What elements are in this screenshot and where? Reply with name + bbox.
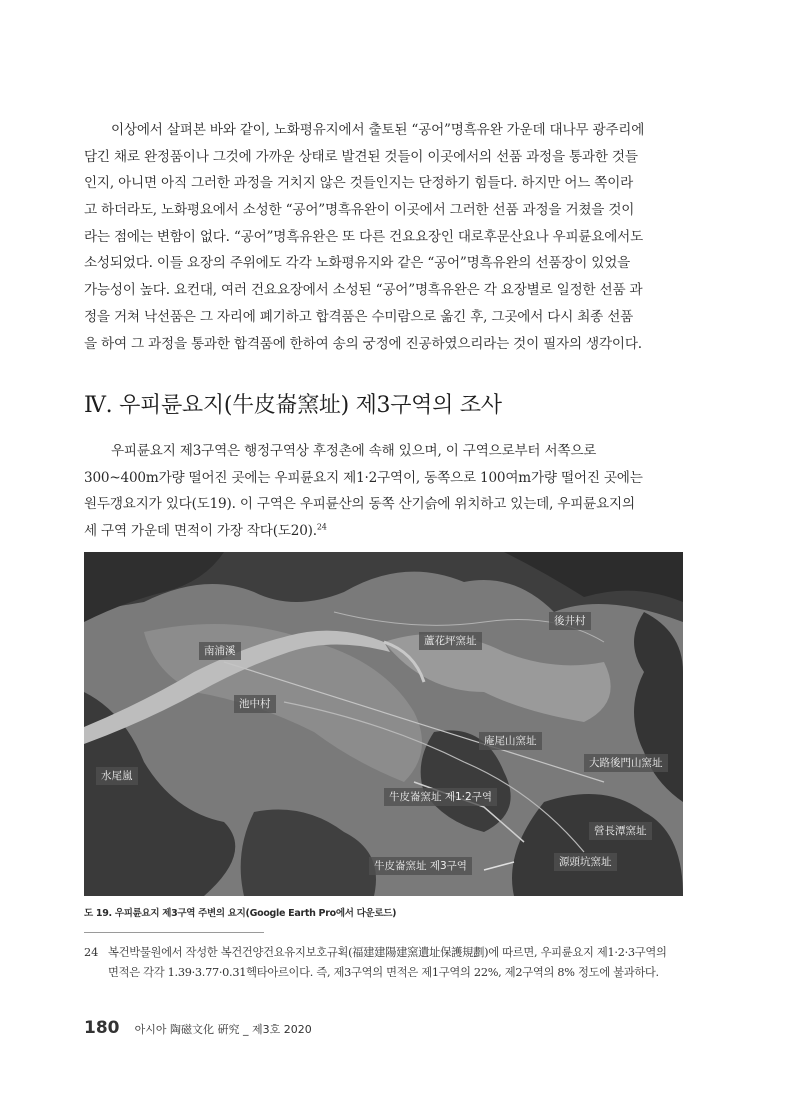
text-line: 300~400m가량 떨어진 곳에는 우피륜요지 제1·2구역이, 동쪽으로 100여m가량 떨어진 곳에는 — [84, 469, 643, 486]
text-line: 정을 거쳐 낙선품은 그 자리에 폐기하고 합격품은 수미람으로 옮긴 후, 그곳에서 다시 최종 선품 — [84, 308, 634, 325]
footnote-line: 면적은 각각 1.39·3.77·0.31헥타아르이다. 즉, 제3구역의 면적은 제1구역의 22%, 제2구역의 8% 정도에 불과하다. — [108, 966, 659, 979]
footnote-divider — [84, 932, 264, 933]
map-label-niupilun3: 牛皮崙窯址 제3구역 — [369, 857, 472, 875]
text-line: 인지, 아니면 아직 그러한 과정을 거치지 않은 것들인지는 단정하기 힘들다. 하지만 어느 쪽이라 — [84, 175, 634, 192]
footnote — [84, 943, 684, 983]
text-line: 을 하여 그 과정을 통과한 합격품에 한하여 송의 궁정에 진공하였으리라는 것이 필자의 생각이다. — [84, 335, 642, 352]
text-line-last — [84, 518, 684, 545]
footnote-ref[interactable]: 24 — [316, 522, 327, 532]
page-number: 180 — [84, 1018, 120, 1038]
satellite-terrain — [84, 552, 683, 896]
footnote-body — [108, 943, 684, 983]
body-paragraph-2 — [84, 438, 684, 545]
journal-title: 아시아 陶磁文化 硏究 _ 제3호 2020 — [134, 1023, 312, 1036]
body-paragraph-1 — [84, 117, 684, 357]
map-label-shuiweilan: 水尾嵐 — [96, 767, 138, 785]
footnote-number: 24 — [84, 946, 99, 959]
figure-caption: 도 19. 우피륜요지 제3구역 주변의 요지(Google Earth Pro에서 다운로드) — [84, 908, 397, 919]
map-label-anweishan: 庵尾山窯址 — [479, 732, 542, 750]
page-footer — [84, 1018, 312, 1038]
footnote-line: 복건박물원에서 작성한 복건건양건요유지보호규획(福建建陽建窯遺址保護規劃)에 따르면, 우피륜요지 제1·2·3구역의 — [108, 946, 667, 959]
map-label-nanpuxi: 南浦溪 — [199, 642, 241, 660]
text-line: 담긴 채로 완정품이나 그것에 가까운 상태로 발견된 것들이 이곳에서의 선품 과정을 통과한 것들 — [84, 148, 638, 165]
map-label-yuantoukeng: 源頭坑窯址 — [554, 853, 617, 871]
map-label-chizhongcun: 池中村 — [234, 695, 276, 713]
map-label-houjingcun: 後井村 — [549, 612, 591, 630]
satellite-map-figure — [84, 552, 683, 896]
text-line: 가능성이 높다. 요컨대, 여러 건요요장에서 소성된 “공어”명흑유완은 각 요장별로 일정한 선품 과 — [84, 282, 643, 299]
text-line: 이상에서 살펴본 바와 같이, 노화평유지에서 출토된 “공어”명흑유완 가운데 대나무 광주리에 — [111, 122, 645, 138]
text-line-content: 세 구역 가운데 면적이 가장 작다(도20). — [84, 523, 317, 540]
map-label-luhuaping: 蘆花坪窯址 — [419, 632, 482, 650]
text-line: 소성되었다. 이들 요장의 주위에도 각각 노화평유지와 같은 “공어”명흑유완의 선품장이 있었을 — [84, 255, 631, 272]
text-line: 라는 점에는 변함이 없다. “공어”명흑유완은 또 다른 건요요장인 대로후문산요나 우피륜요에서도 — [84, 228, 644, 245]
text-line: 원두갱요지가 있다(도19). 이 구역은 우피륜산의 동쪽 산기슭에 위치하고 있는데, 우피륜요지의 — [84, 496, 635, 513]
map-label-dalu: 大路後門山窯址 — [584, 754, 668, 772]
section-heading: Ⅳ. 우피륜요지(牛皮崙窯址) 제3구역의 조사 — [84, 393, 502, 418]
text-line: 고 하더라도, 노화평요에서 소성한 “공어”명흑유완이 이곳에서 그러한 선품 과정을 거쳤을 것이 — [84, 202, 635, 219]
text-line: 우피륜요지 제3구역은 행정구역상 후정촌에 속해 있으며, 이 구역으로부터 서쪽으로 — [111, 443, 597, 459]
map-label-niupilun12: 牛皮崙窯址 제1·2구역 — [384, 788, 497, 806]
map-label-yingzhangtan: 營長潭窯址 — [589, 822, 652, 840]
